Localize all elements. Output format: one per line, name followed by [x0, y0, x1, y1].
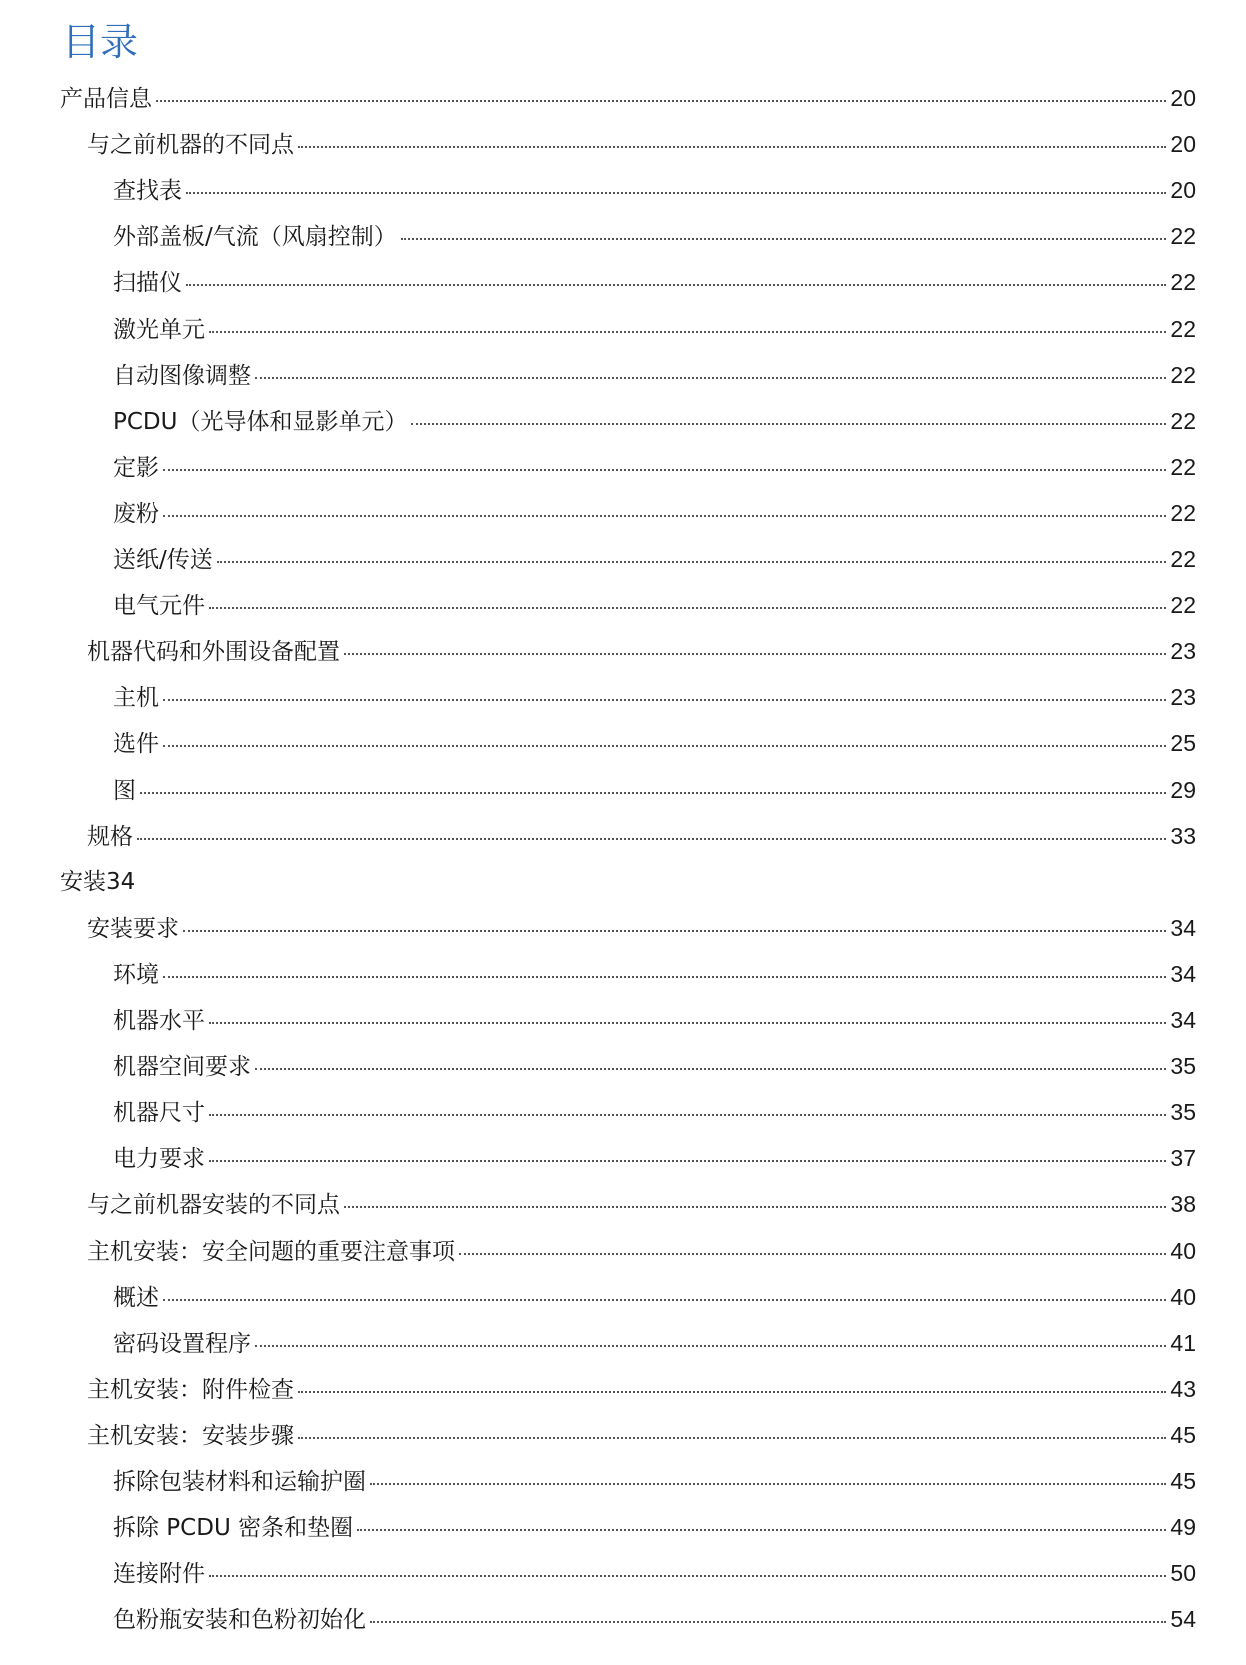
toc-entry-page: 37 — [1170, 1145, 1196, 1172]
toc-entry-label: 拆除包装材料和运输护圈 — [113, 1469, 366, 1495]
toc-entry-label: 废粉 — [113, 500, 159, 527]
toc-entry-label: 图 — [113, 777, 136, 804]
toc-leader-dots — [209, 1160, 1166, 1162]
toc-entry-label: 自动图像调整 — [113, 362, 251, 389]
toc-entry-page: 22 — [1170, 223, 1196, 250]
toc-entry-label: 电气元件 — [113, 593, 205, 620]
toc-entry-page: 22 — [1170, 315, 1196, 342]
toc-entry[interactable] — [113, 1458, 1196, 1504]
toc-entry-page: 22 — [1170, 546, 1196, 572]
toc-entry-label: 查找表 — [113, 178, 182, 205]
toc-leader-dots — [298, 146, 1166, 148]
toc-entry-label: 机器代码和外围设备配置 — [87, 639, 340, 666]
toc-entry-page: 35 — [1170, 1053, 1196, 1080]
toc-entry[interactable] — [113, 1596, 1196, 1642]
toc-entry[interactable] — [87, 813, 1196, 859]
toc-entry-page: 33 — [1170, 822, 1196, 849]
toc-leader-dots — [209, 1114, 1166, 1116]
toc-leader-dots — [186, 192, 1166, 194]
toc-entry-page: 25 — [1170, 730, 1196, 757]
toc-entry[interactable] — [60, 75, 1196, 121]
toc-entry[interactable] — [113, 582, 1196, 628]
toc-leader-dots — [459, 1253, 1166, 1255]
toc-entry[interactable] — [87, 121, 1196, 167]
toc-entry[interactable] — [87, 1181, 1196, 1227]
toc-entry[interactable] — [113, 213, 1196, 259]
toc-entry[interactable] — [113, 1504, 1196, 1550]
toc-entry-page: 54 — [1170, 1606, 1196, 1633]
toc-entry[interactable] — [113, 951, 1196, 997]
toc-entry[interactable] — [60, 859, 1196, 905]
toc-entry[interactable] — [113, 674, 1196, 720]
toc-entry[interactable] — [113, 444, 1196, 490]
toc-entry[interactable] — [113, 1274, 1196, 1320]
toc-entry[interactable] — [87, 628, 1196, 674]
toc-entry[interactable] — [113, 259, 1196, 305]
toc-entry-label: 定影 — [113, 454, 159, 481]
toc-leader-dots — [401, 238, 1167, 240]
toc-leader-dots — [411, 423, 1166, 425]
toc-leader-dots — [163, 745, 1166, 747]
toc-entry-page: 22 — [1170, 269, 1196, 296]
toc-entry-label: 与之前机器的不同点 — [87, 132, 294, 159]
toc-title: 目录 — [62, 20, 139, 64]
toc-entry-label: 电力要求 — [113, 1146, 205, 1173]
toc-entry-label: 主机安装：安全问题的重要注意事项 — [87, 1238, 455, 1265]
toc-entry-label: 拆除 PCDU 密条和垫圈 — [113, 1515, 354, 1542]
toc-leader-dots — [298, 1391, 1166, 1393]
toc-entry-label: 安装34 — [60, 868, 136, 895]
toc-leader-dots — [186, 284, 1166, 286]
toc-entry[interactable] — [87, 1366, 1196, 1412]
toc-leader-dots — [156, 100, 1166, 102]
toc-entry-page: 20 — [1170, 131, 1196, 158]
toc-entry-page: 22 — [1170, 499, 1196, 526]
toc-leader-dots — [357, 1529, 1166, 1531]
toc-entry[interactable] — [87, 905, 1196, 951]
toc-entry-label: PCDU（光导体和显影单元） — [113, 408, 408, 435]
toc-entry[interactable] — [113, 1550, 1196, 1596]
toc-entry-page: 23 — [1170, 638, 1196, 665]
toc-leader-dots — [163, 1299, 1166, 1301]
toc-entry-page: 45 — [1170, 1421, 1196, 1448]
toc-leader-dots — [298, 1437, 1166, 1439]
toc-entry-page: 22 — [1170, 592, 1196, 619]
toc-entry[interactable] — [113, 306, 1196, 352]
toc-leader-dots — [255, 1068, 1166, 1070]
toc-leader-dots — [163, 699, 1166, 701]
toc-leader-dots — [344, 1206, 1166, 1208]
toc-entry[interactable] — [113, 536, 1196, 582]
toc-entry[interactable] — [113, 352, 1196, 398]
toc-entry-page: 29 — [1170, 776, 1196, 803]
toc-entry-page: 50 — [1170, 1560, 1196, 1587]
toc-entry-page: 22 — [1170, 407, 1196, 434]
toc-entry[interactable] — [113, 167, 1196, 213]
toc-entry-page: 34 — [1170, 914, 1196, 941]
toc-leader-dots — [344, 653, 1166, 655]
toc-entry-page: 22 — [1170, 361, 1196, 388]
toc-entry-label: 连接附件 — [113, 1561, 205, 1588]
toc-leader-dots — [140, 792, 1166, 794]
toc-leader-dots — [209, 1575, 1166, 1577]
toc-entry-page: 41 — [1170, 1329, 1196, 1356]
toc-entry-label: 机器尺寸 — [113, 1100, 205, 1127]
toc-entry-label: 机器空间要求 — [113, 1054, 251, 1081]
toc-entry-label: 扫描仪 — [113, 270, 182, 297]
toc-entry-label: 机器水平 — [113, 1008, 205, 1034]
toc-entry[interactable] — [113, 1089, 1196, 1135]
toc-entry[interactable] — [113, 767, 1196, 813]
toc-entry-page: 35 — [1170, 1099, 1196, 1126]
toc-entry-label: 概述 — [113, 1284, 159, 1311]
toc-leader-dots — [209, 607, 1166, 609]
toc-entry[interactable] — [87, 1228, 1196, 1274]
toc-leader-dots — [163, 976, 1166, 978]
toc-entry[interactable] — [113, 1043, 1196, 1089]
toc-entry[interactable] — [113, 997, 1196, 1043]
toc-entry-label: 产品信息 — [60, 86, 152, 112]
toc-entry-label: 外部盖板/气流（风扇控制） — [113, 224, 397, 251]
toc-entry-page: 23 — [1170, 684, 1196, 711]
toc-leader-dots — [163, 469, 1166, 471]
toc-entry-page: 45 — [1170, 1468, 1196, 1494]
toc-entry-page: 43 — [1170, 1375, 1196, 1402]
toc-entry-page: 34 — [1170, 960, 1196, 987]
toc-entry[interactable] — [113, 398, 1196, 444]
toc-entry-label: 与之前机器安装的不同点 — [87, 1192, 340, 1219]
toc-leader-dots — [217, 561, 1167, 563]
toc-entry-page: 38 — [1170, 1191, 1196, 1218]
toc-entry[interactable] — [113, 1320, 1196, 1366]
toc-entry-label: 安装要求 — [87, 915, 179, 942]
toc-entry-label: 规格 — [87, 823, 133, 850]
toc-entry-label: 密码设置程序 — [113, 1330, 251, 1357]
toc-leader-dots — [209, 331, 1166, 333]
toc-leader-dots — [255, 1345, 1166, 1347]
toc-leader-dots — [163, 515, 1166, 517]
toc-leader-dots — [370, 1483, 1166, 1485]
toc-entry-label: 主机安装：附件检查 — [87, 1376, 294, 1403]
toc-entry-label: 主机 — [113, 685, 159, 712]
toc-entry-page: 40 — [1170, 1283, 1196, 1310]
toc-entry[interactable] — [113, 490, 1196, 536]
toc-entry[interactable] — [113, 720, 1196, 766]
toc-leader-dots — [209, 1022, 1166, 1024]
toc-leader-dots — [255, 377, 1166, 379]
toc-entry-page: 20 — [1170, 177, 1196, 204]
toc-entry-label: 激光单元 — [113, 316, 205, 343]
toc-entry-label: 选件 — [113, 731, 159, 758]
toc-entry-page: 34 — [1170, 1007, 1196, 1033]
toc-leader-dots — [183, 930, 1166, 932]
toc-entry-label: 环境 — [113, 961, 159, 988]
toc-entry-page: 49 — [1170, 1514, 1196, 1541]
toc-entry-page: 20 — [1170, 85, 1196, 111]
toc-entry[interactable] — [87, 1412, 1196, 1458]
toc-entry-label: 色粉瓶安装和色粉初始化 — [113, 1607, 366, 1634]
toc-entry-label: 主机安装：安装步骤 — [87, 1422, 294, 1449]
toc-entry-page: 22 — [1170, 453, 1196, 480]
toc-entry[interactable] — [113, 1135, 1196, 1181]
toc-entry-label: 送纸/传送 — [113, 547, 213, 573]
toc-entry-page: 40 — [1170, 1237, 1196, 1264]
toc-leader-dots — [370, 1621, 1166, 1623]
toc-leader-dots — [137, 838, 1166, 840]
